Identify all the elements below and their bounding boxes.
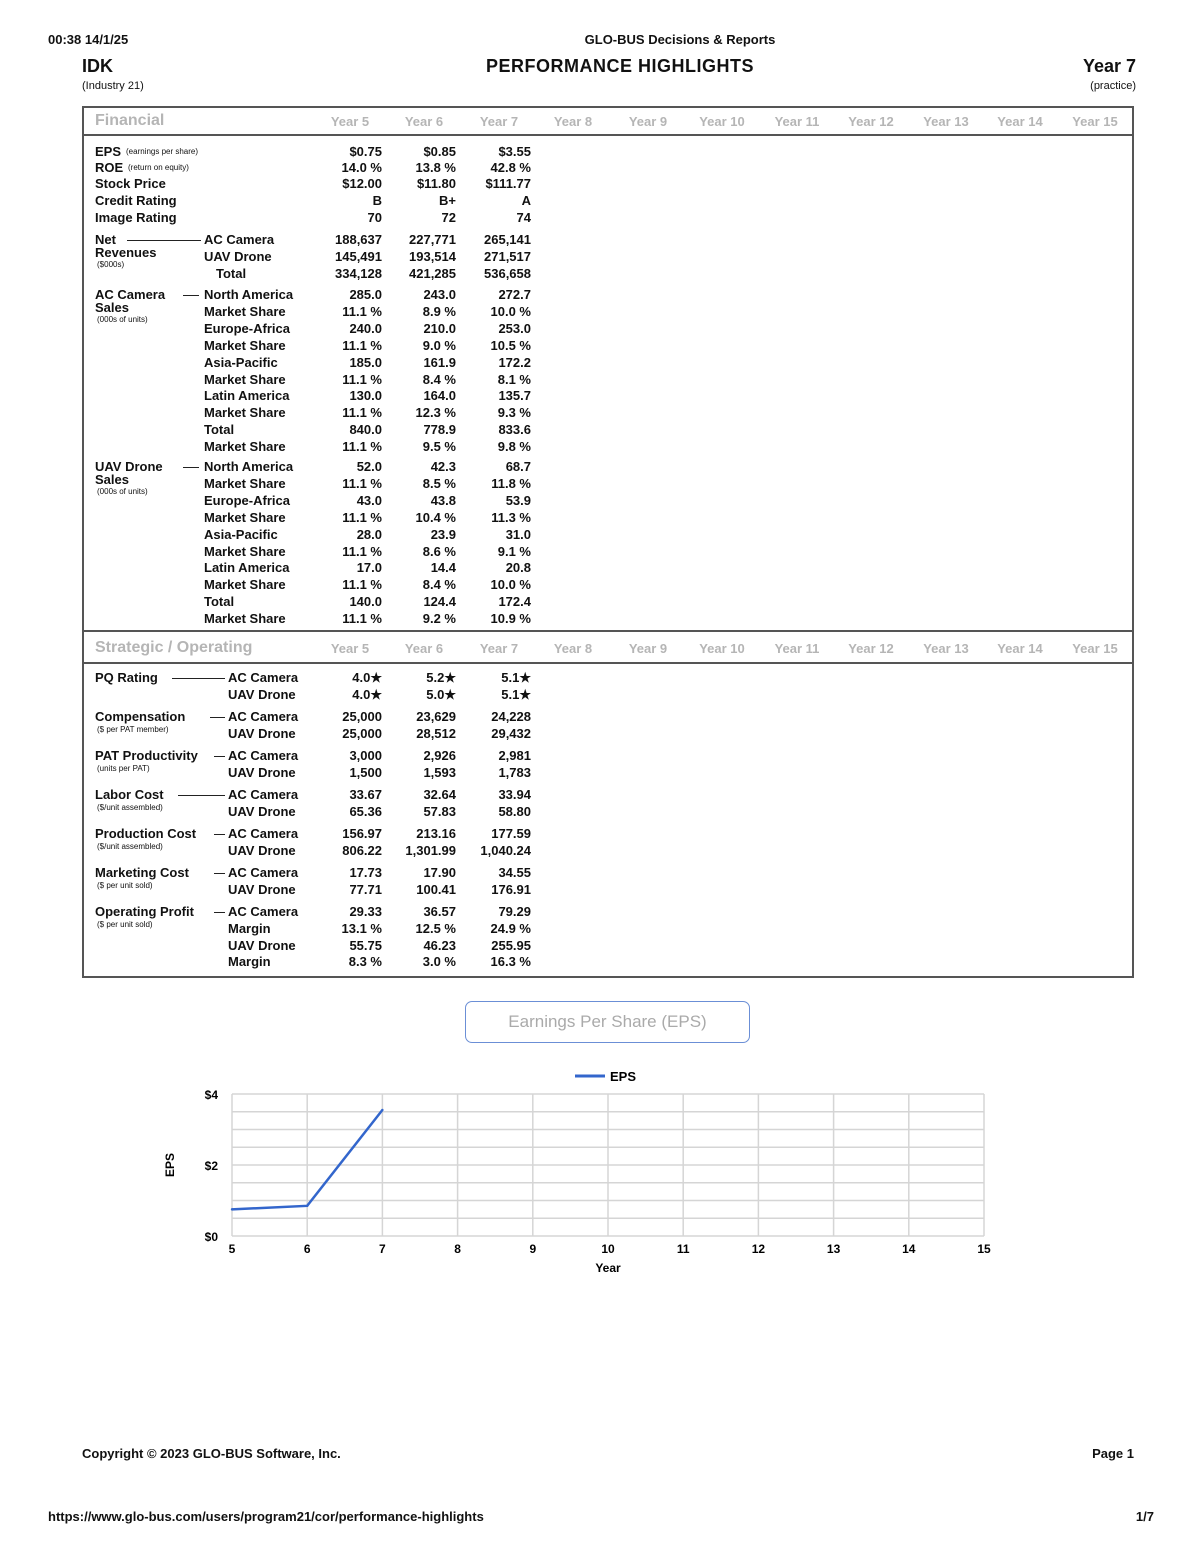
eps-chart xyxy=(150,1060,1030,1290)
net-revenues-group-unit: ($000s) xyxy=(97,260,125,269)
value-cell: 46.23 xyxy=(423,937,456,953)
row-label: Market Share xyxy=(204,371,286,387)
row-label: Market Share xyxy=(204,405,286,421)
value-cell: 10.0 % xyxy=(490,303,531,319)
value-cell: 28,512 xyxy=(416,725,456,741)
value-cell: 8.4 % xyxy=(422,577,456,593)
value-cell: 11.3 % xyxy=(491,509,531,525)
value-cell: 10.4 % xyxy=(415,509,456,525)
year-column-header: Year 8 xyxy=(553,114,593,129)
value-cell: 164.0 xyxy=(423,388,456,404)
chart-grid xyxy=(232,1094,984,1236)
value-cell: 140.0 xyxy=(349,594,382,610)
value-cell: 36.57 xyxy=(423,904,456,919)
row-label: UAV Drone xyxy=(228,881,296,897)
x-tick-label: 5 xyxy=(228,1242,236,1256)
value-cell: 11.8 % xyxy=(491,475,531,491)
row-label: Market Share xyxy=(204,475,286,491)
strategic-group-label: PAT Productivity xyxy=(95,748,198,763)
value-cell: 253.0 xyxy=(498,320,531,336)
value-cell: 5.1★ xyxy=(501,670,531,685)
strategic-group-label: PQ Rating xyxy=(95,670,158,685)
value-cell: 177.59 xyxy=(491,826,531,841)
x-tick-label: 10 xyxy=(601,1242,615,1256)
value-cell: 8.5 % xyxy=(422,475,456,491)
row-label: Margin xyxy=(228,920,271,936)
value-cell: 23.9 xyxy=(430,526,456,542)
year-column-header: Year 15 xyxy=(1072,641,1118,656)
value-cell: 1,301.99 xyxy=(405,842,456,858)
value-cell: 9.3 % xyxy=(497,405,531,421)
uav-sales-group-label: UAV Drone xyxy=(95,459,163,474)
connector-line xyxy=(178,795,225,796)
value-cell: 4.0★ xyxy=(352,670,382,685)
value-cell: 53.9 xyxy=(505,492,531,508)
year-column-header: Year 7 xyxy=(479,114,519,129)
value-cell: 29.33 xyxy=(349,904,382,919)
row-label: AC Camera xyxy=(228,826,299,841)
stock-price-label: Stock Price xyxy=(95,176,166,191)
value-cell: $0.85 xyxy=(423,144,456,159)
row-label: UAV Drone xyxy=(204,249,272,264)
print-title: GLO-BUS Decisions & Reports xyxy=(584,32,776,47)
value-cell: 8.9 % xyxy=(422,303,456,319)
value-cell: 77.71 xyxy=(349,881,382,897)
x-tick-label: 14 xyxy=(902,1242,916,1256)
year-column-header: Year 6 xyxy=(404,641,444,656)
row-label: AC Camera xyxy=(228,709,299,724)
value-cell: 135.7 xyxy=(498,388,531,404)
value-cell: 70 xyxy=(367,210,382,225)
value-cell: 778.9 xyxy=(423,422,456,438)
row-label: Total xyxy=(204,594,235,610)
value-cell: 68.7 xyxy=(505,459,531,474)
value-cell: 10.9 % xyxy=(490,611,531,627)
value-cell: 5.1★ xyxy=(501,686,531,702)
value-cell: 240.0 xyxy=(349,320,382,336)
value-cell: 806.22 xyxy=(342,842,382,858)
value-cell: 145,491 xyxy=(335,249,382,264)
value-cell: 55.75 xyxy=(349,937,382,953)
chart-legend xyxy=(575,1069,636,1084)
value-cell: 11.1 % xyxy=(342,543,382,559)
row-label: AC Camera xyxy=(228,904,299,919)
row-label: Market Share xyxy=(204,303,286,319)
chart-x-label: Year xyxy=(595,1261,621,1275)
year-column-header: Year 13 xyxy=(923,114,969,129)
value-cell: A xyxy=(521,193,531,208)
year-column-header: Year 6 xyxy=(404,114,444,129)
value-cell: 29,432 xyxy=(491,725,531,741)
value-cell: 2,926 xyxy=(423,748,456,763)
value-cell: 65.36 xyxy=(349,803,382,819)
x-tick-label: 13 xyxy=(826,1242,841,1256)
year-column-header: Year 5 xyxy=(330,114,370,129)
value-cell: 8.6 % xyxy=(422,543,456,559)
value-cell: 17.73 xyxy=(349,865,382,880)
value-cell: 3.0 % xyxy=(422,954,456,970)
value-cell: 33.67 xyxy=(349,787,382,802)
value-cell: 11.1 % xyxy=(342,337,382,353)
value-cell: 12.5 % xyxy=(415,920,456,936)
value-cell: 176.91 xyxy=(491,881,531,897)
connector-line xyxy=(183,467,199,468)
eps-data-point xyxy=(231,1208,233,1210)
value-cell: 11.1 % xyxy=(342,371,382,387)
value-cell: 9.8 % xyxy=(497,439,531,455)
row-label: Europe-Africa xyxy=(204,320,290,336)
row-label: Market Share xyxy=(204,439,286,455)
strategic-group-label: Production Cost xyxy=(95,826,197,841)
strategic-title: Strategic / Operating xyxy=(95,639,253,656)
connector-line xyxy=(172,678,225,679)
value-cell: 156.97 xyxy=(342,826,382,841)
value-cell: 25,000 xyxy=(342,725,382,741)
value-cell: 72 xyxy=(441,210,456,225)
value-cell: 24,228 xyxy=(491,709,531,724)
connector-line xyxy=(214,912,225,913)
value-cell: 10.5 % xyxy=(490,337,531,353)
value-cell: 161.9 xyxy=(423,354,456,370)
roe-label: ROE xyxy=(95,160,124,175)
value-cell: 43.0 xyxy=(356,492,382,508)
value-cell: 255.95 xyxy=(491,937,531,953)
value-cell: 20.8 xyxy=(505,560,531,576)
credit-rating-label: Credit Rating xyxy=(95,193,177,208)
strategic-group-unit: ($ per unit sold) xyxy=(97,920,153,929)
year-column-header: Year 14 xyxy=(997,641,1043,656)
value-cell: $12.00 xyxy=(342,176,382,191)
value-cell: 12.3 % xyxy=(415,405,456,421)
ac-sales-group-unit: (000s of units) xyxy=(97,315,148,324)
current-year: Year 7 xyxy=(1082,56,1136,76)
value-cell: $111.77 xyxy=(485,176,531,191)
value-cell: 100.41 xyxy=(416,881,456,897)
value-cell: 1,040.24 xyxy=(480,842,531,858)
x-tick-label: 7 xyxy=(379,1242,386,1256)
value-cell: 271,517 xyxy=(484,249,531,264)
strategic-group-unit: ($/unit assembled) xyxy=(97,842,163,851)
page-number: Page 1 xyxy=(1092,1446,1134,1461)
x-tick-label: 8 xyxy=(454,1242,461,1256)
row-label: Asia-Pacific xyxy=(204,526,278,542)
value-cell: 2,981 xyxy=(498,748,531,763)
value-cell: 17.0 xyxy=(356,560,382,576)
value-cell: 840.0 xyxy=(349,422,382,438)
value-cell: 17.90 xyxy=(423,865,456,880)
ac-sales-group-label2: Sales xyxy=(95,300,129,315)
row-label: AC Camera xyxy=(228,670,299,685)
value-cell: $3.55 xyxy=(498,144,531,159)
year-column-header: Year 15 xyxy=(1072,114,1118,129)
uav-sales-group-unit: (000s of units) xyxy=(97,487,148,496)
year-column-header: Year 12 xyxy=(848,114,894,129)
page-title: PERFORMANCE HIGHLIGHTS xyxy=(485,56,754,76)
value-cell: 11.1 % xyxy=(342,509,382,525)
value-cell: 74 xyxy=(516,210,531,225)
year-column-header: Year 13 xyxy=(923,641,969,656)
value-cell: 9.5 % xyxy=(422,439,456,455)
value-cell: 16.3 % xyxy=(490,954,531,970)
year-column-header: Year 14 xyxy=(997,114,1043,129)
row-label: Latin America xyxy=(204,388,290,404)
value-cell: 130.0 xyxy=(349,388,382,404)
value-cell: 8.4 % xyxy=(422,371,456,387)
row-label: UAV Drone xyxy=(228,764,296,780)
strategic-group-label: Marketing Cost xyxy=(95,865,189,880)
row-label: Market Share xyxy=(204,611,286,627)
value-cell: 185.0 xyxy=(349,354,382,370)
value-cell: 213.16 xyxy=(416,826,456,841)
value-cell: 23,629 xyxy=(416,709,456,724)
eps-data-point xyxy=(381,1109,383,1111)
year-column-header: Year 10 xyxy=(699,114,745,129)
y-tick-label: $0 xyxy=(204,1230,218,1244)
page-count: 1/7 xyxy=(1135,1509,1154,1524)
value-cell: B+ xyxy=(439,193,456,208)
roe-sublabel: (return on equity) xyxy=(128,163,189,172)
uav-sales-group-label2: Sales xyxy=(95,472,129,487)
strategic-group-label: Labor Cost xyxy=(95,787,164,802)
value-cell: 9.0 % xyxy=(422,337,456,353)
value-cell: 1,593 xyxy=(423,764,456,780)
row-label: Europe-Africa xyxy=(204,492,290,508)
row-label: AC Camera xyxy=(228,865,299,880)
eps-data-point xyxy=(306,1205,308,1207)
year-column-header: Year 12 xyxy=(848,641,894,656)
chart-x-ticks xyxy=(229,1242,991,1256)
strategic-group-unit: ($/unit assembled) xyxy=(97,803,163,812)
year-column-header: Year 10 xyxy=(699,641,745,656)
value-cell: 11.1 % xyxy=(342,303,382,319)
copyright: Copyright © 2023 GLO-BUS Software, Inc. xyxy=(82,1446,341,1461)
row-label: UAV Drone xyxy=(228,842,296,858)
row-label: Market Share xyxy=(204,337,286,353)
row-label: AC Camera xyxy=(228,787,299,802)
value-cell: 24.9 % xyxy=(490,920,531,936)
value-cell: 42.3 xyxy=(430,459,456,474)
value-cell: 11.1 % xyxy=(342,475,382,491)
x-tick-label: 12 xyxy=(751,1242,766,1256)
value-cell: 833.6 xyxy=(498,422,531,438)
row-label: Market Share xyxy=(204,543,286,559)
row-label: Margin xyxy=(228,954,271,970)
value-cell: 536,658 xyxy=(484,266,531,281)
value-cell: 3,000 xyxy=(349,748,382,763)
x-tick-label: 9 xyxy=(529,1242,537,1256)
company-industry: (Industry 21) xyxy=(82,80,144,92)
value-cell: 4.0★ xyxy=(352,686,382,702)
value-cell: $11.80 xyxy=(416,176,456,191)
row-label: AC Camera xyxy=(204,232,275,247)
x-tick-label: 6 xyxy=(303,1242,311,1256)
image-rating-label: Image Rating xyxy=(95,210,177,225)
value-cell: 13.1 % xyxy=(341,920,382,936)
chart-y-ticks xyxy=(205,1088,219,1244)
value-cell: 243.0 xyxy=(423,287,456,302)
value-cell: 188,637 xyxy=(335,232,382,247)
row-label: North America xyxy=(204,287,294,302)
print-datetime: 00:38 14/1/25 xyxy=(48,32,129,47)
value-cell: 57.83 xyxy=(423,803,456,819)
eps-label: EPS xyxy=(95,144,122,159)
value-cell: 11.1 % xyxy=(342,439,382,455)
strategic-group-label: Operating Profit xyxy=(95,904,194,919)
row-label: Market Share xyxy=(204,509,286,525)
value-cell: 9.1 % xyxy=(497,543,531,559)
value-cell: 124.4 xyxy=(423,594,456,610)
value-cell: 10.0 % xyxy=(490,577,531,593)
net-revenues-group-label: Net xyxy=(95,232,116,247)
value-cell: 8.3 % xyxy=(348,954,382,970)
connector-line xyxy=(214,873,225,874)
chart-title: Earnings Per Share (EPS) xyxy=(465,1001,750,1043)
value-cell: 227,771 xyxy=(409,232,456,247)
chart-y-label: EPS xyxy=(163,1152,177,1178)
value-cell: 52.0 xyxy=(356,459,382,474)
connector-line xyxy=(214,756,225,757)
value-cell: 5.0★ xyxy=(426,686,456,702)
row-label: AC Camera xyxy=(228,748,299,763)
value-cell: 8.1 % xyxy=(497,371,531,387)
strategic-group-unit: ($ per PAT member) xyxy=(97,725,169,734)
value-cell: 9.2 % xyxy=(422,611,456,627)
year-mode: (practice) xyxy=(1090,80,1136,92)
value-cell: 265,141 xyxy=(484,232,531,247)
value-cell: 272.7 xyxy=(498,287,531,302)
value-cell: 13.8 % xyxy=(415,160,456,175)
year-column-header: Year 8 xyxy=(553,641,593,656)
strategic-group-label: Compensation xyxy=(95,709,186,724)
value-cell: 33.94 xyxy=(498,787,531,802)
value-cell: 14.0 % xyxy=(341,160,382,175)
value-cell: 25,000 xyxy=(342,709,382,724)
value-cell: B xyxy=(372,193,382,208)
strategic-group-unit: ($ per unit sold) xyxy=(97,881,153,890)
row-label: North America xyxy=(204,459,294,474)
connector-line xyxy=(127,240,201,241)
value-cell: 193,514 xyxy=(409,249,456,264)
value-cell: 34.55 xyxy=(498,865,531,880)
row-label: Total xyxy=(204,422,235,438)
row-label: UAV Drone xyxy=(228,803,296,819)
value-cell: 1,783 xyxy=(498,764,531,780)
row-label: UAV Drone xyxy=(228,937,296,953)
x-tick-label: 11 xyxy=(676,1242,690,1256)
connector-line xyxy=(183,295,199,296)
row-label: UAV Drone xyxy=(228,686,296,702)
year-column-header: Year 9 xyxy=(628,114,668,129)
value-cell: 31.0 xyxy=(505,526,531,542)
row-label: Latin America xyxy=(204,560,290,576)
row-label: Total xyxy=(216,266,247,281)
value-cell: 14.4 xyxy=(430,560,456,576)
row-label: UAV Drone xyxy=(228,725,296,741)
year-column-header: Year 7 xyxy=(479,641,519,656)
connector-line xyxy=(210,717,225,718)
page-url: https://www.glo-bus.com/users/program21/cor/performance-highlights xyxy=(48,1509,484,1524)
value-cell: 210.0 xyxy=(423,320,456,336)
year-column-header: Year 5 xyxy=(330,641,370,656)
value-cell: 334,128 xyxy=(335,266,382,281)
year-column-header: Year 9 xyxy=(628,641,668,656)
value-cell: 79.29 xyxy=(498,904,531,919)
value-cell: 285.0 xyxy=(349,287,382,302)
year-column-header: Year 11 xyxy=(774,114,820,129)
value-cell: 42.8 % xyxy=(490,160,531,175)
connector-line xyxy=(214,834,225,835)
y-tick-label: $4 xyxy=(204,1088,218,1102)
value-cell: 421,285 xyxy=(409,266,456,281)
x-tick-label: 15 xyxy=(977,1242,991,1256)
value-cell: 11.1 % xyxy=(342,405,382,421)
legend-label: EPS xyxy=(610,1069,637,1084)
ac-sales-group-label: AC Camera xyxy=(95,287,166,302)
value-cell: 43.8 xyxy=(430,492,456,508)
value-cell: 32.64 xyxy=(423,787,456,802)
row-label: Asia-Pacific xyxy=(204,354,278,370)
net-revenues-group-label2: Revenues xyxy=(95,245,157,260)
eps-sublabel: (earnings per share) xyxy=(126,147,199,156)
value-cell: 172.2 xyxy=(498,354,531,370)
value-cell: 1,500 xyxy=(349,764,382,780)
value-cell: $0.75 xyxy=(349,144,382,159)
value-cell: 11.1 % xyxy=(342,577,382,593)
company-name: IDK xyxy=(82,56,113,76)
value-cell: 11.1 % xyxy=(342,611,382,627)
value-cell: 5.2★ xyxy=(426,670,456,685)
value-cell: 172.4 xyxy=(498,594,531,610)
value-cell: 58.80 xyxy=(498,803,531,819)
row-label: Market Share xyxy=(204,577,286,593)
year-column-header: Year 11 xyxy=(774,641,820,656)
y-tick-label: $2 xyxy=(204,1159,218,1173)
value-cell: 28.0 xyxy=(356,526,382,542)
financial-title: Financial xyxy=(95,112,165,129)
strategic-group-unit: (units per PAT) xyxy=(97,764,150,773)
